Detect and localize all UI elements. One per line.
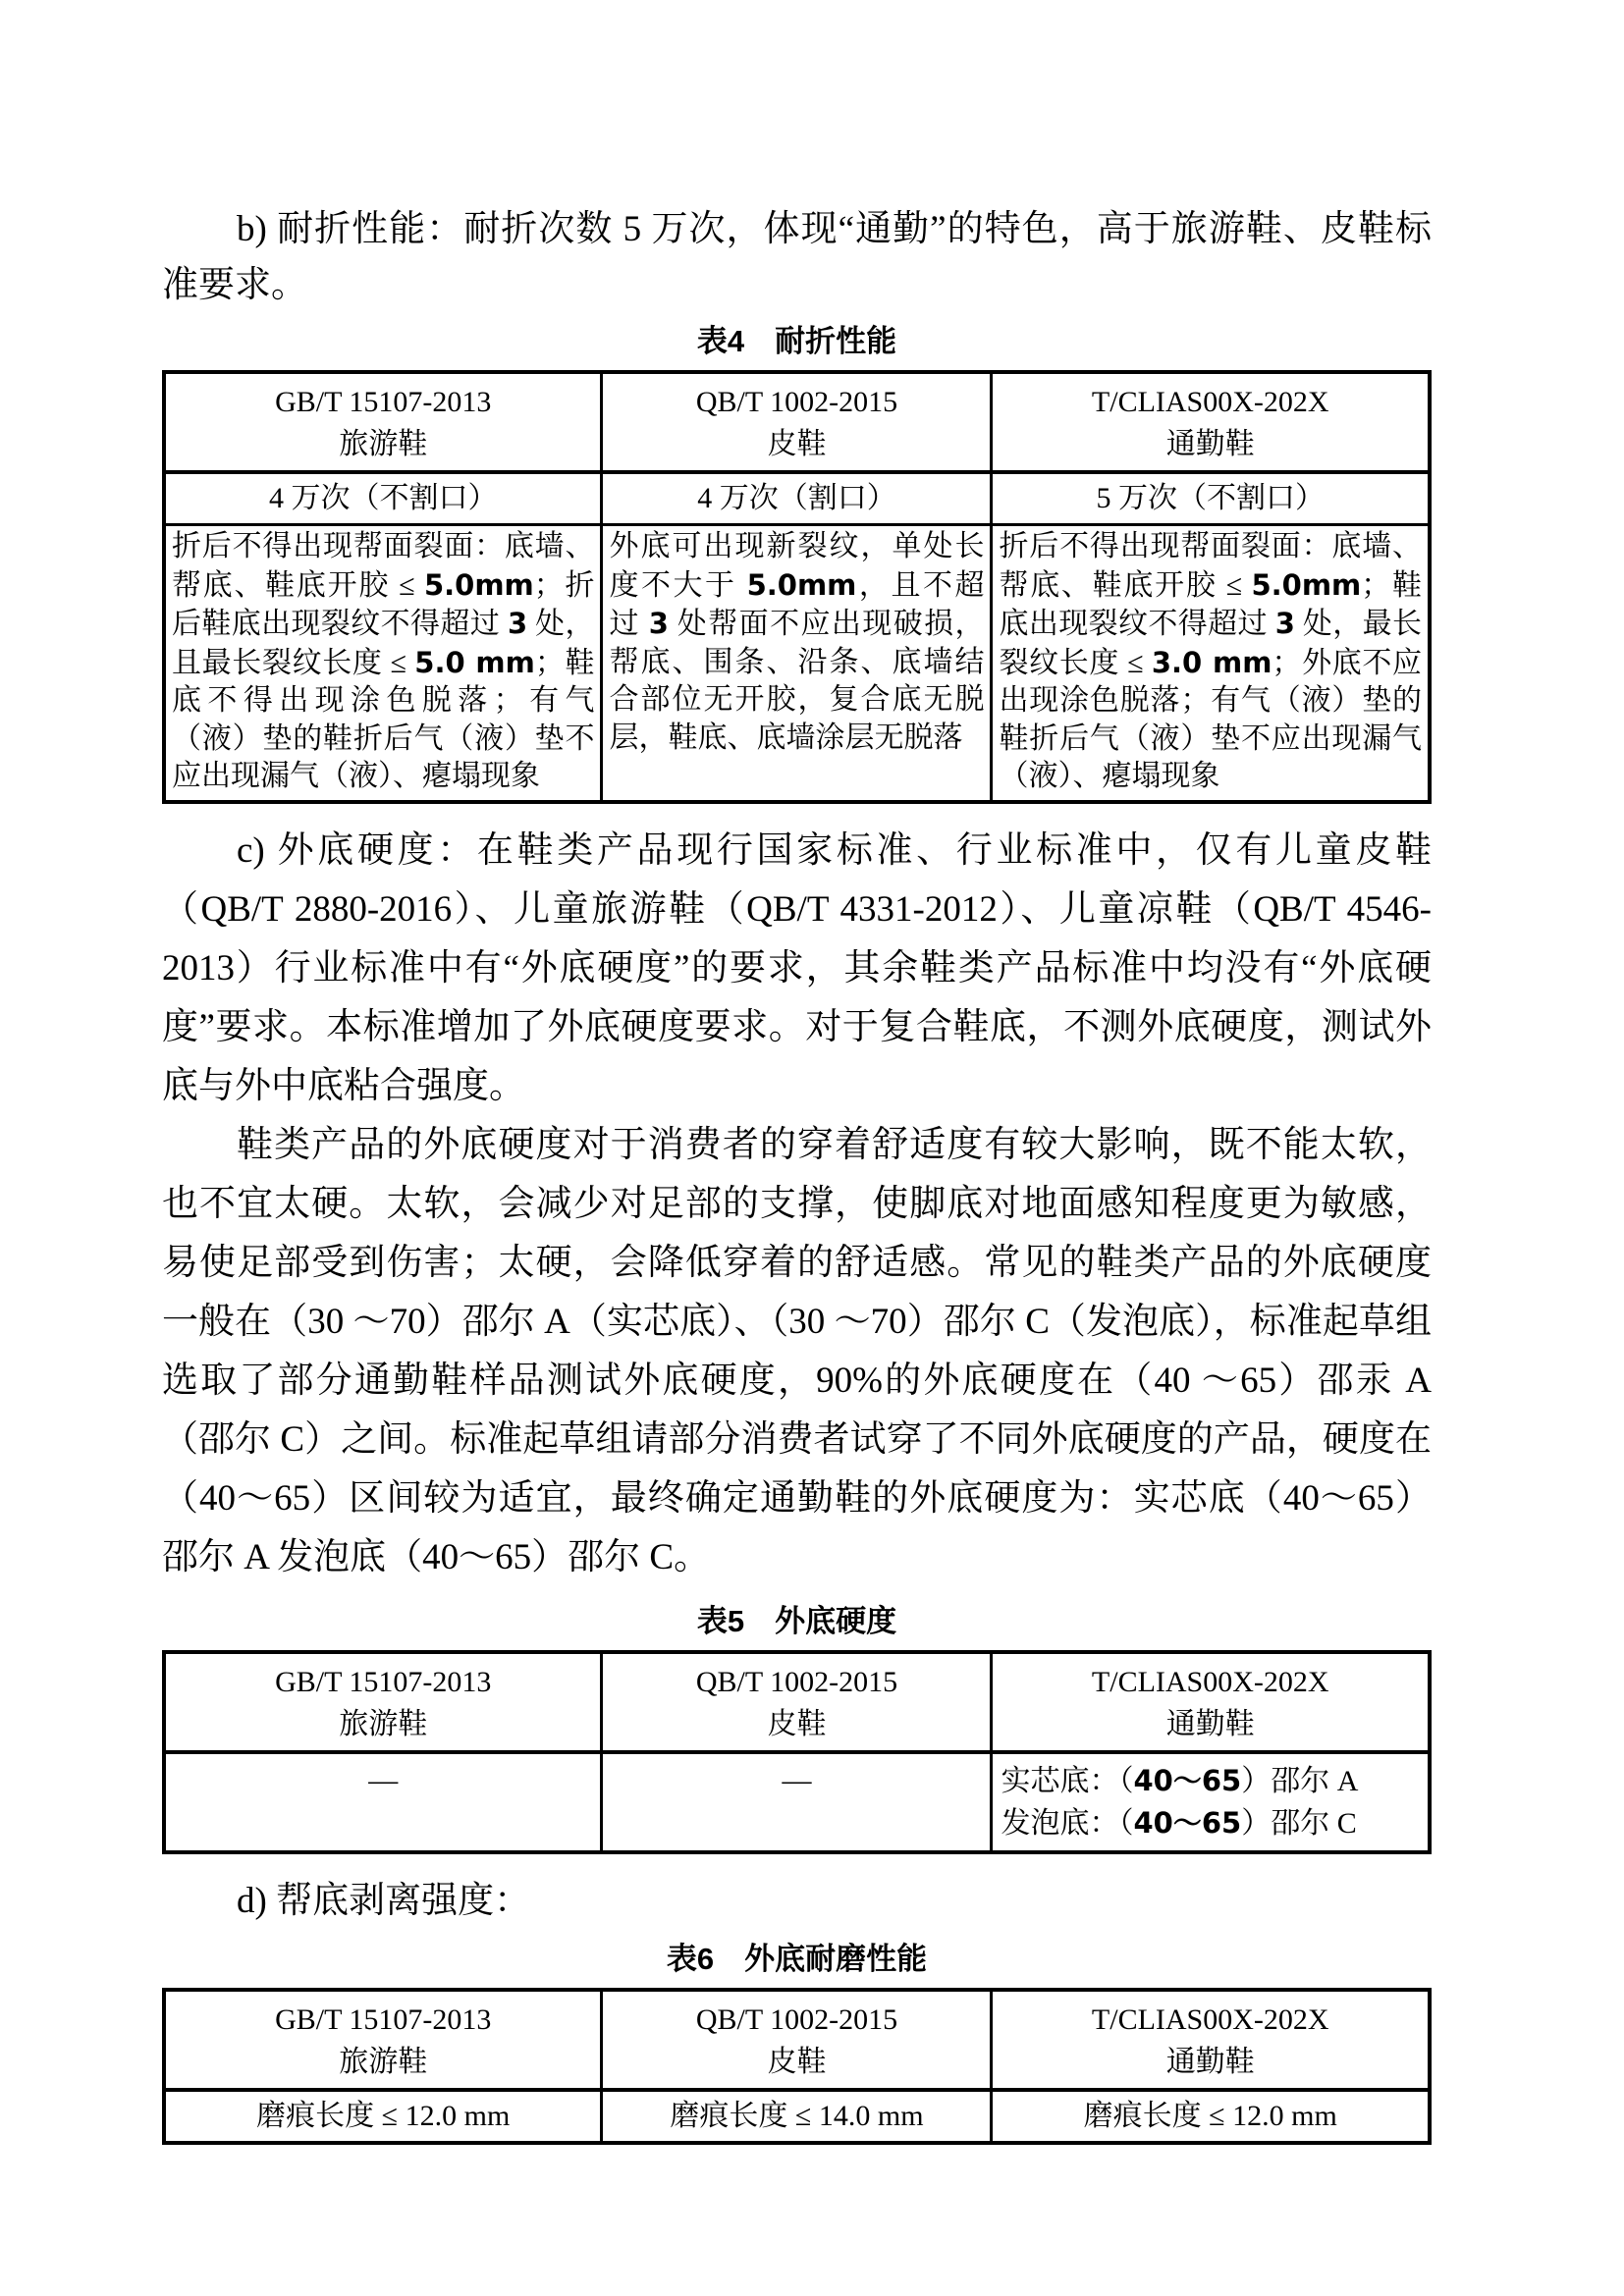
standard-category: 旅游鞋	[339, 2045, 428, 2078]
table4-cycles-tourist: 4 万次（不割口）	[164, 472, 602, 525]
table5-header-row	[164, 1652, 1430, 1752]
solid-sole-hardness: 实芯底：（40～65）邵尔 A	[1001, 1763, 1359, 1797]
standard-code: QB/T 1002-2015	[695, 386, 898, 418]
table5-value-commuter	[992, 1752, 1430, 1852]
standard-category: 皮鞋	[767, 2045, 827, 2078]
standard-code: QB/T 1002-2015	[695, 1665, 898, 1698]
standard-category: 通勤鞋	[1165, 2045, 1255, 2078]
standard-code: T/CLIAS00X-202X	[1091, 2002, 1329, 2036]
table5-header-leather-shoes	[602, 1652, 992, 1752]
paragraph-c-outsole-hardness: c) 外底硬度：在鞋类产品现行国家标准、行业标准中，仅有儿童皮鞋（QB/T 2880-2016）、儿童旅游鞋（QB/T 4331-2012）、儿童凉鞋（QB/T 4546-2013）行业标准中有“外底硬度”的要求，其余鞋类产品标准中均没有“外底硬度”要求。本标准增加了外底硬度要求。对于复合鞋底，不测外底硬度，测试外底与外中底粘合强度。	[162, 829, 1432, 1106]
standard-code: GB/T 15107-2013	[275, 1665, 492, 1698]
table4-flex-performance	[162, 370, 1432, 804]
table4-header-row	[164, 372, 1430, 472]
standard-category: 通勤鞋	[1165, 428, 1255, 460]
table5-value-leather: —	[602, 1752, 992, 1852]
table4-cycles-leather: 4 万次（割口）	[602, 472, 992, 525]
standard-code: GB/T 15107-2013	[275, 2002, 492, 2036]
table5-outsole-hardness	[162, 1650, 1432, 1854]
table4-header-commuter-shoes	[992, 372, 1430, 472]
table4-requirement-tourist: 折后不得出现帮面裂面：底墙、帮底、鞋底开胶 ≤ 5.0mm；折后鞋底出现裂纹不得超过 3 处，且最长裂纹长度 ≤ 5.0 mm；鞋底不得出现涂色脱落；有气（液）垫的鞋折后气（液）垫不应出现漏气（液）、瘪塌现象	[164, 525, 602, 802]
table4-header-tourist-shoes	[164, 372, 602, 472]
table6-value-commuter: 磨痕长度 ≤ 12.0 mm	[992, 2090, 1430, 2143]
standard-code: T/CLIAS00X-202X	[1091, 1665, 1329, 1698]
table5-header-commuter-shoes	[992, 1652, 1430, 1752]
table4-cycles-row	[164, 472, 1430, 525]
paragraph-d-peel-strength: d) 帮底剥离强度：	[237, 1880, 531, 1921]
foam-sole-hardness: 发泡底：（40～65）邵尔 C	[1001, 1805, 1357, 1840]
table6-value-tourist: 磨痕长度 ≤ 12.0 mm	[164, 2090, 602, 2143]
table6-value-leather: 磨痕长度 ≤ 14.0 mm	[602, 2090, 992, 2143]
table4-requirements-row	[164, 525, 1430, 802]
standard-category: 皮鞋	[767, 1707, 827, 1740]
paragraph-b-flex-resistance: b) 耐折性能：耐折次数 5 万次，体现“通勤”的特色，高于旅游鞋、皮鞋标准要求。	[162, 209, 1432, 305]
standard-code: QB/T 1002-2015	[695, 2002, 898, 2036]
table5-header-tourist-shoes	[164, 1652, 602, 1752]
standard-category: 皮鞋	[767, 428, 827, 460]
table4-cycles-commuter: 5 万次（不割口）	[992, 472, 1430, 525]
standard-category: 旅游鞋	[339, 1707, 428, 1740]
table5-values-row	[164, 1752, 1430, 1852]
table5-caption: 表5 外底硬度	[696, 1603, 897, 1638]
table6-values-row	[164, 2090, 1430, 2143]
paragraph-hardness-discussion: 鞋类产品的外底硬度对于消费者的穿着舒适度有较大影响，既不能太软，也不宜太硬。太软，会减少对足部的支撑，使脚底对地面感知程度更为敏感，易使足部受到伤害；太硬，会降低穿着的舒适感。常见的鞋类产品的外底硬度一般在（30 ～70）邵尔 A（实芯底）、（30 ～70）邵尔 C（发泡底），标准起草组选取了部分通勤鞋样品测试外底硬度，90%的外底硬度在（40 ～65）邵汞 A（邵尔 C）之间。标准起草组请部分消费者试穿了不同外底硬度的产品，硬度在（40～65）区间较为适宜，最终确定通勤鞋的外底硬度为：实芯底（40～65）邵尔 A 发泡底（40～65）邵尔 C。	[162, 1124, 1432, 1577]
standard-code: GB/T 15107-2013	[275, 386, 492, 418]
standard-category: 通勤鞋	[1165, 1707, 1255, 1740]
table4-requirement-commuter: 折后不得出现帮面裂面：底墙、帮底、鞋底开胶 ≤ 5.0mm；鞋底出现裂纹不得超过 3 处，最长裂纹长度 ≤ 3.0 mm；外底不应出现涂色脱落；有气（液）垫的鞋折后气（液）垫不应出现漏气（液）、瘪塌现象	[992, 525, 1430, 802]
table6-header-row	[164, 1990, 1430, 2090]
table6-caption: 表6 外底耐磨性能	[666, 1941, 928, 1976]
table5-value-tourist: —	[164, 1752, 602, 1852]
table4-requirement-leather: 外底可出现新裂纹，单处长度不大于 5.0mm，且不超过 3 处帮面不应出现破损，帮底、围条、沿条、底墙结合部位无开胶，复合底无脱层，鞋底、底墙涂层无脱落	[602, 525, 992, 802]
table4-header-leather-shoes	[602, 372, 992, 472]
table4-caption: 表4 耐折性能	[696, 324, 897, 358]
table6-abrasion-resistance	[162, 1988, 1432, 2145]
table6-header-tourist-shoes	[164, 1990, 602, 2090]
table6-header-commuter-shoes	[992, 1990, 1430, 2090]
table6-header-leather-shoes	[602, 1990, 992, 2090]
standard-category: 旅游鞋	[339, 428, 428, 460]
standard-code: T/CLIAS00X-202X	[1091, 386, 1329, 418]
